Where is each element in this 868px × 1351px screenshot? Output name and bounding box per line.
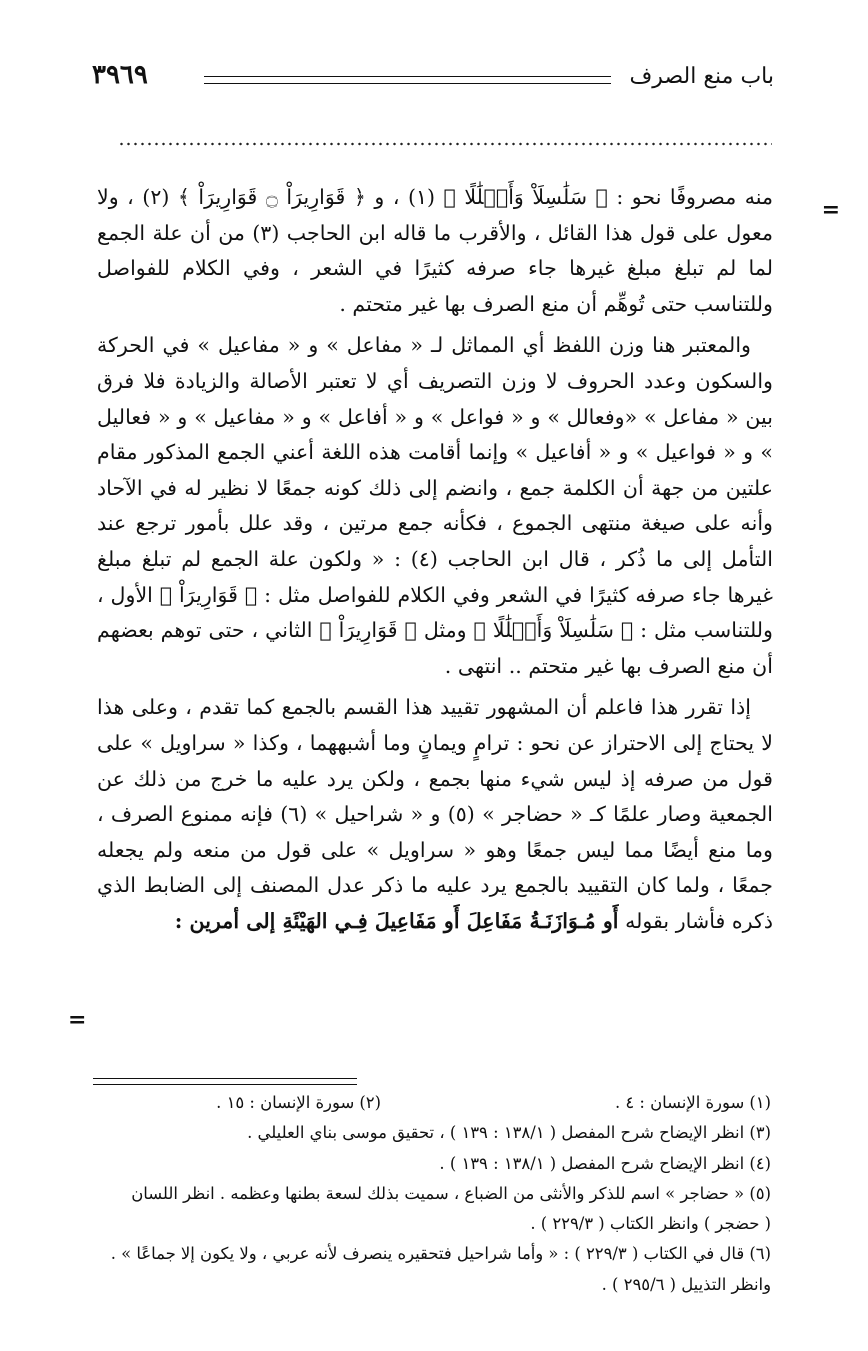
header-rule bbox=[204, 76, 611, 84]
dotted-separator bbox=[118, 140, 772, 148]
main-text bbox=[97, 180, 773, 945]
paragraph-3-text: إذا تقرر هذا فاعلم أن المشهور تقييد هذا القسم بالجمع كما تقدم ، وعلى هذا لا يحتاج إلى الاحتراز عن نحو : ترامٍ ويمانٍ وما أشبههما ، وكذا « سراويل » على قول من صرفه إذ ليس شيء منها بجمع ، ولكن يرد عليه ما خرج من ذلك عن الجمعية وصار علمًا كـ « حضاجر » (٥) و « شراحيل » (٦) فإنه ممنوع الصرف ، وما منع أيضًا مما ليس جمعًا وهو « سراويل » على قول من منعه ولم يجعله جمعًا ، ولما كان التقييد بالجمع يرد عليه ما ذكر عدل المصنف إلى الضابط الذي ذكره فأشار bbox=[97, 695, 773, 933]
paragraph-2-text: والمعتبر هنا وزن اللفظ أي المماثل لـ « مفاعل » و « مفاعيل » في الحركة والسكون وعدد الحروف لا وزن التصريف أي لا تعتبر الأصالة والزيادة فلا فرق بين « مفاعل » «وفعالل » و « فواعل » و « أفاعل » و « مفاعيل » و « فعاليل » و « فواعيل » و « أفاعيل » وإنما أقامت هذه اللغة أعني الجمع المذكور مقام علتين من جهة أن الكلمة جمع ، وانضم إلى ذلك كونه جمعًا لا نظير له في الآحاد وأنه على صيغة منتهى الجموع ، فكأنه جمع مرتين ، وقد علل بأمور ترجع عند التأمل إلى ما ذُكر ، قال ابن الحاجب (٤) : « ولكون علة الجمع لم تبلغ مبلغ غيرها جاء صرفه كثيرًا في الشعر وفي الكلام للفواصل مثل : ﴿ قَوَارِيرَاْ ﴾ الأول ، وللتناسب مثل : ﴿ سَلَٰسِلَاْ وَأَغۡلَٰلًا ﴾ ومثل ﴿ قَوَارِيرَاْ ﴾ الثاني ، حتى توهم بعضهم أن منع الصرف بها غير متحتم .. انتهى . bbox=[97, 333, 773, 678]
footnote-1: (١) سورة الإنسان : ٤ . bbox=[614, 1093, 771, 1112]
continuation-marker-top: = bbox=[821, 197, 840, 223]
paragraph-2 bbox=[97, 328, 773, 684]
footnote-5-line-2: ( حضجر ) وانظر الكتاب ( ٢٢٩/٣ ) . bbox=[530, 1214, 771, 1234]
footnote-6-line-1: (٦) قال في الكتاب ( ٢٢٩/٣ ) : « وأما شراحيل فتحقيره ينصرف لأنه عربي ، ولا يكون إلا جماعًا » . bbox=[110, 1244, 771, 1264]
footnote-rule bbox=[93, 1078, 357, 1085]
footnotes bbox=[94, 1088, 771, 1300]
running-header bbox=[92, 58, 774, 98]
continuation-marker-bottom: = bbox=[68, 1007, 87, 1033]
matn-quote: أَو مُـوَازَنَـةُ مَفَاعِلَ أَو مَفَاعِيلَ فِـي الهَيْئَةِ إلى أمرين : bbox=[174, 908, 619, 933]
footnote-2: (٢) سورة الإنسان : ١٥ . bbox=[216, 1093, 381, 1112]
footnote-6-line-2: وانظر التذييل ( ٢٩٥/٦ ) . bbox=[601, 1274, 771, 1294]
page-number: ٣٩٦٩ bbox=[92, 60, 148, 90]
paragraph-3 bbox=[97, 690, 773, 939]
paragraph-3-lead: بقوله bbox=[625, 908, 670, 933]
footnote-4: (٤) انظر الإيضاح شرح المفصل ( ١٣٨/١ : ١٣٩ ) . bbox=[439, 1153, 771, 1173]
chapter-title: باب منع الصرف bbox=[629, 64, 774, 89]
footnote-3: (٣) انظر الإيضاح شرح المفصل ( ١٣٨/١ : ١٣٩ ) ، تحقيق موسى بناي العليلي . bbox=[247, 1123, 771, 1143]
paragraph-1: منه مصروفًا نحو : ﴿ سَلَٰسِلَاْ وَأَغۡلَٰلًا ﴾ (١) ، و ﴿ قَوَارِيرَاْ ۝ قَوَارِيرَاْ ﴾ (٢) ، ولا معول على قول هذا القائل ، والأقرب ما قاله ابن الحاجب (٣) من أن علة الجمع لما لم تبلغ مبلغ غيرها جاء صرفه كثيرًا في الشعر ، وفي الكلام للفواصل وللتناسب حتى تُوهِّم أن منع الصرف بها غير متحتم . bbox=[97, 185, 774, 316]
footnote-5-line-1: (٥) « حضاجر » اسم للذكر والأنثى من الضباع ، سميت بذلك لسعة بطنها وعظمه . انظر اللسان bbox=[131, 1183, 771, 1203]
footnote-row-1 bbox=[94, 1088, 771, 1118]
